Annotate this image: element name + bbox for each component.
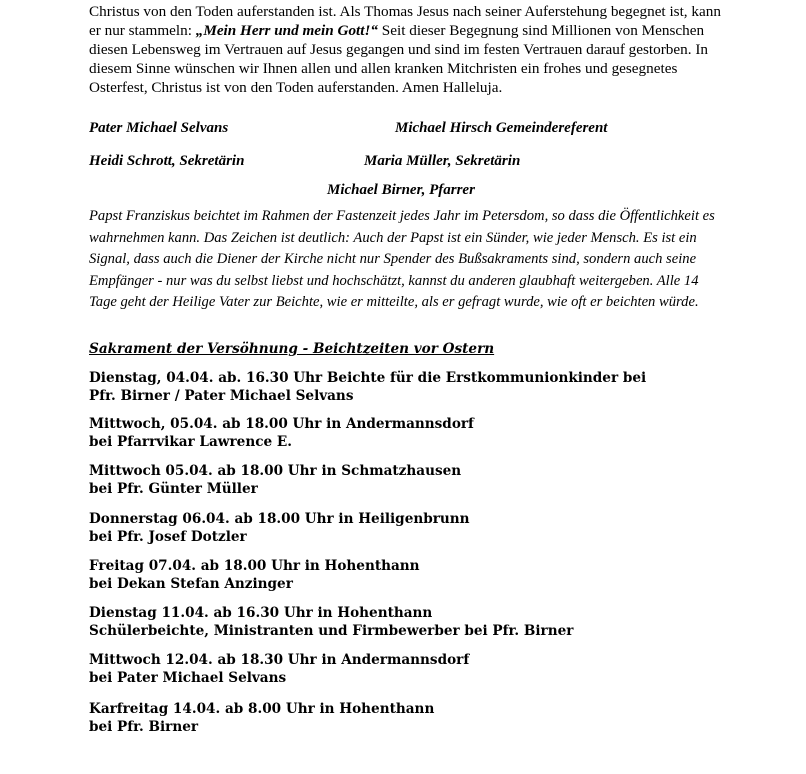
thomas-quote: „Mein Herr und mein Gott!“: [195, 22, 378, 39]
entry-when-where: Dienstag, 04.04. ab. 16.30 Uhr Beichte für die Erstkommunionkinder bei: [89, 370, 647, 386]
entry-when-where: Freitag 07.04. ab 18.00 Uhr in Hohenthann: [89, 558, 420, 574]
entry-who: bei Dekan Stefan Anzinger: [89, 576, 293, 592]
entry-when-where: Dienstag 11.04. ab 16.30 Uhr in Hohenthann: [89, 605, 433, 621]
entry-who: bei Pfr. Günter Müller: [89, 481, 258, 497]
signature-michael-birner: Michael Birner, Pfarrer: [327, 182, 475, 198]
greeting-text-start: Christus von den Toden auferstanden ist. Als Thomas Jesus nach seiner Auferstehung begegnet ist, kann er nur stammeln:: [89, 3, 721, 39]
schedule-entry: [89, 604, 749, 640]
entry-who: bei Pfr. Josef Dotzler: [89, 529, 247, 545]
signature-pater-selvans: Pater Michael Selvans: [89, 120, 229, 136]
entry-when-where: Mittwoch 05.04. ab 18.00 Uhr in Schmatzhausen: [89, 463, 462, 479]
entry-when-where: Donnerstag 06.04. ab 18.00 Uhr in Heiligenbrunn: [89, 511, 470, 527]
entry-who: Schülerbeichte, Ministranten und Firmbewerber bei Pfr. Birner: [89, 623, 574, 639]
entry-when-where: Mittwoch, 05.04. ab 18.00 Uhr in Andermannsdorf: [89, 416, 474, 432]
entry-who: bei Pater Michael Selvans: [89, 670, 287, 686]
easter-greeting-paragraph: [89, 2, 729, 97]
schedule-entry: [89, 510, 749, 546]
pope-confession-paragraph: Papst Franziskus beichtet im Rahmen der Fastenzeit jedes Jahr im Petersdom, so dass die Öffentlichkeit es wahrnehmen kann. Das Zeichen ist deutlich: Auch der Papst ist ein Sünder, wie jeder Mensch. Es ist ein Signal, dass auch die Diener der Kirche nicht nur Spender des Bußsakraments sind, sondern auch seine Empfänger - nur was du selbst liebst und hochschätzt, kannst du anderen glaubhaft weitergeben. Alle 14 Tage geht der Heilige Vater zur Beichte, wie er mitteilte, als er gefragt wurde, wie oft er beichten würde.: [89, 208, 715, 310]
entry-when-where: Karfreitag 14.04. ab 8.00 Uhr in Hohenthann: [89, 701, 435, 717]
schedule-entry: [89, 369, 749, 405]
schedule-entry: [89, 462, 749, 498]
entry-who: bei Pfr. Birner: [89, 719, 199, 735]
entry-who: bei Pfarrvikar Lawrence E.: [89, 434, 292, 450]
signature-michael-hirsch: Michael Hirsch Gemeindereferent: [395, 120, 608, 136]
signature-maria-mueller: Maria Müller, Sekretärin: [364, 153, 521, 169]
schedule-entry: [89, 557, 749, 593]
schedule-entry: [89, 700, 749, 736]
schedule-entry: [89, 415, 749, 451]
entry-when-where: Mittwoch 12.04. ab 18.30 Uhr in Andermannsdorf: [89, 652, 470, 668]
signature-heidi-schrott: Heidi Schrott, Sekretärin: [89, 153, 245, 169]
entry-who: Pfr. Birner / Pater Michael Selvans: [89, 388, 354, 404]
schedule-entry: [89, 651, 749, 687]
greeting-text-end: Seit dieser Begegnung sind Millionen von Menschen diesen Lebensweg im Vertrauen auf Jesus gegangen und sind im festen Vertrauen darauf gestorben. In diesem Sinne wünschen wir Ihnen allen und allen kranken Mitchristen ein frohes und gesegnetes Osterfest, Christus ist von den Toden auferstanden. Amen Halleluja.: [89, 22, 708, 96]
schedule-heading: Sakrament der Versöhnung - Beichtzeiten vor Ostern: [89, 341, 495, 357]
